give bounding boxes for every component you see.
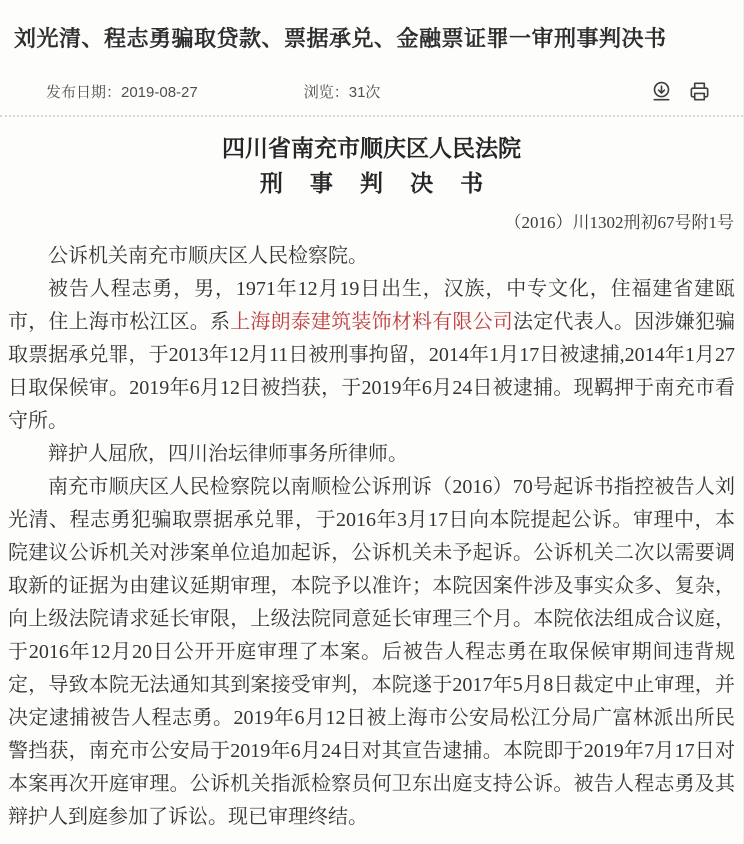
page-title: 刘光清、程志勇骗取贷款、票据承兑、金融票证罪一审刑事判决书 (14, 25, 667, 51)
case-number: （2016）川1302刑初67号附1号 (504, 213, 734, 233)
paragraph-defender: 辩护人屈欣，四川治坛律师事务所律师。 (48, 443, 408, 466)
paragraph-defendant (8, 273, 735, 438)
printer-icon (688, 80, 711, 103)
view-count: 浏览：31次 (303, 84, 381, 102)
paragraph-procedure: 南充市顺庆区人民检察院以南顺检公诉刑诉（2016）70号起诉书指控被告人刘光清、程志勇犯骗取票据承兑罪，于2016年3月17日向本院提起公诉。审理中，本院建议公诉机关对涉案单位追加起诉，公诉机关未予起诉。公诉机关二次以需要调取新的证据为由建议延期审理，本院予以准许；本院因案件涉及事实众多、复杂，向上级法院请求延长审限，上级法院同意延长审理三个月。本院依法组成合议庭，于2016年12月20日公开开庭审理了本案。后被告人程志勇在取保候审期间违背规定，导致本院无法通知其到案接受审判，本院遂于2017年5月8日裁定中止审理，并决定逮捕被告人程志勇。2019年6月12日被上海市公安局松江分局广富林派出所民警挡获，南充市公安局于2019年6月24日对其宣告逮捕。本院即于2019年7月17日对本案再次开庭审理。公诉机关指派检察员何卫东出庭支持公诉。被告人程志勇及其辩护人到庭参加了诉讼。现已审理终结。 (8, 476, 735, 829)
print-button[interactable] (688, 80, 711, 103)
judgment-body (0, 235, 743, 844)
download-icon (650, 80, 673, 103)
defendant-text-before: 被告人程志勇，男，1971年12月19日出生，汉族，中专文化，住福建省建瓯市，住上海市松江区。系 (8, 278, 735, 334)
company-link[interactable]: 上海朗泰建筑装饰材料有限公司 (230, 311, 514, 334)
document-type-heading: 刑 事 判 决 书 (259, 170, 494, 197)
paragraph-prosecution: 公诉机关南充市顺庆区人民检察院。 (48, 245, 368, 268)
court-name-heading: 四川省南充市顺庆区人民法院 (222, 135, 521, 162)
meta-actions (650, 80, 711, 103)
defendant-text-after: 法定代表人。因涉嫌犯骗取票据承兑罪，于2013年12月11日被刑事拘留，2014年1月17日被逮捕,2014年1月27日取保候审。2019年6月12日被挡获，于2019年6月24日被逮捕。现羁押于南充市看守所。 (8, 311, 736, 433)
meta-bar (0, 67, 743, 117)
download-button[interactable] (650, 80, 673, 103)
publish-date: 发布日期：2019-08-27 (46, 84, 198, 102)
